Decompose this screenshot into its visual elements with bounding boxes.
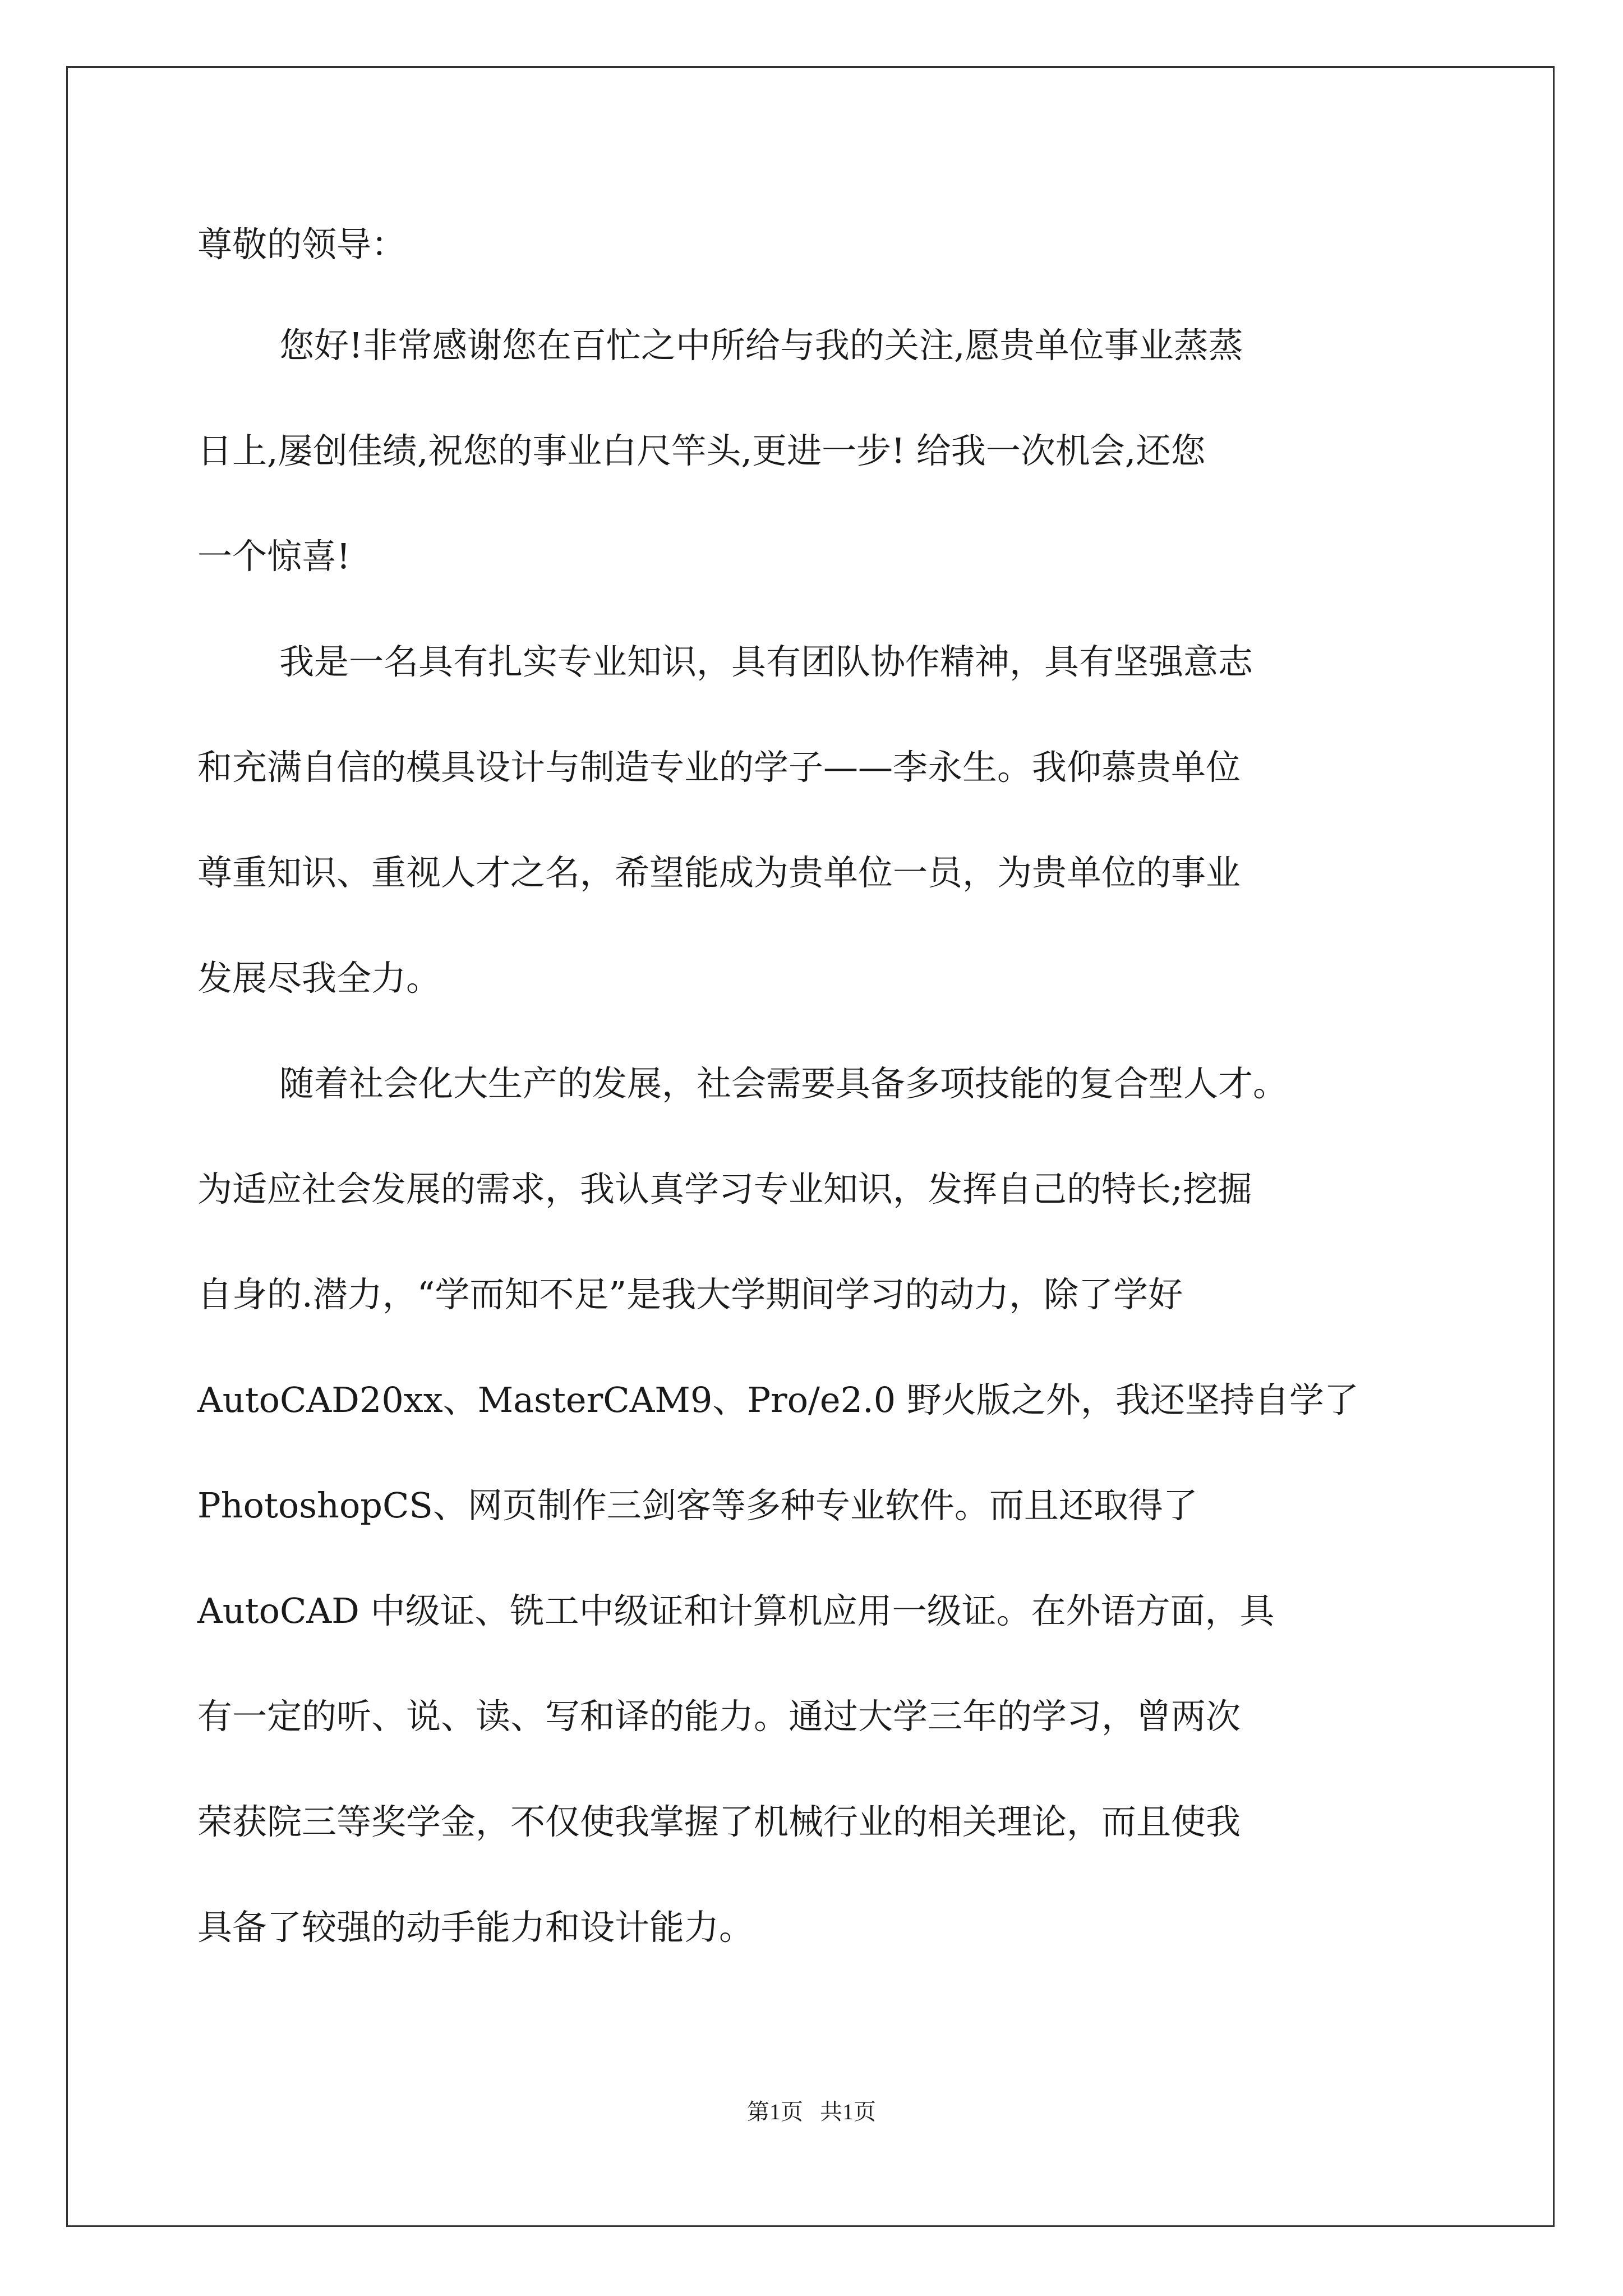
text-line: 和充满自信的模具设计与制造专业的学子——李永生。我仰慕贵单位 bbox=[197, 747, 1241, 788]
text-line: 您好!非常感谢您在百忙之中所给与我的关注,愿贵单位事业蒸蒸 bbox=[279, 325, 1243, 366]
text-line: 有一定的听、说、读、写和译的能力。通过大学三年的学习，曾两次 bbox=[197, 1696, 1241, 1737]
page-number: 第1页 共1页 bbox=[747, 2099, 876, 2124]
text-line: 日上,屡创佳绩,祝您的事业白尺竿头,更进一步! 给我一次机会,还您 bbox=[197, 430, 1206, 471]
text-line: 具备了较强的动手能力和设计能力。 bbox=[197, 1907, 754, 1948]
text-line: AutoCAD20xx、MasterCAM9、Pro/e2.0 野火版之外，我还坚持自学了 bbox=[197, 1379, 1359, 1420]
text-line: 自身的.潜力，“学而知不足”是我大学期间学习的动力，除了学好 bbox=[197, 1274, 1183, 1315]
salutation: 尊敬的领导： bbox=[197, 224, 407, 265]
page-border bbox=[66, 66, 1555, 2227]
text-line: 荣获院三等奖学金，不仅使我掌握了机械行业的相关理论，而且使我 bbox=[197, 1801, 1241, 1842]
text-line: 发展尽我全力。 bbox=[197, 958, 441, 999]
text-line: 一个惊喜! bbox=[197, 536, 351, 577]
text-line: 尊重知识、重视人才之名，希望能成为贵单位一员，为贵单位的事业 bbox=[197, 852, 1241, 893]
text-line: 为适应社会发展的需求，我认真学习专业知识，发挥自己的特长;挖掘 bbox=[197, 1168, 1252, 1209]
text-line: 我是一名具有扎实专业知识，具有团队协作精神，具有坚强意志 bbox=[279, 641, 1253, 682]
text-line: 随着社会化大生产的发展，社会需要具备多项技能的复合型人才。 bbox=[279, 1063, 1288, 1104]
text-line: PhotoshopCS、网页制作三剑客等多种专业软件。而且还取得了 bbox=[197, 1485, 1198, 1526]
text-line: AutoCAD 中级证、铣工中级证和计算机应用一级证。在外语方面，具 bbox=[197, 1590, 1275, 1631]
